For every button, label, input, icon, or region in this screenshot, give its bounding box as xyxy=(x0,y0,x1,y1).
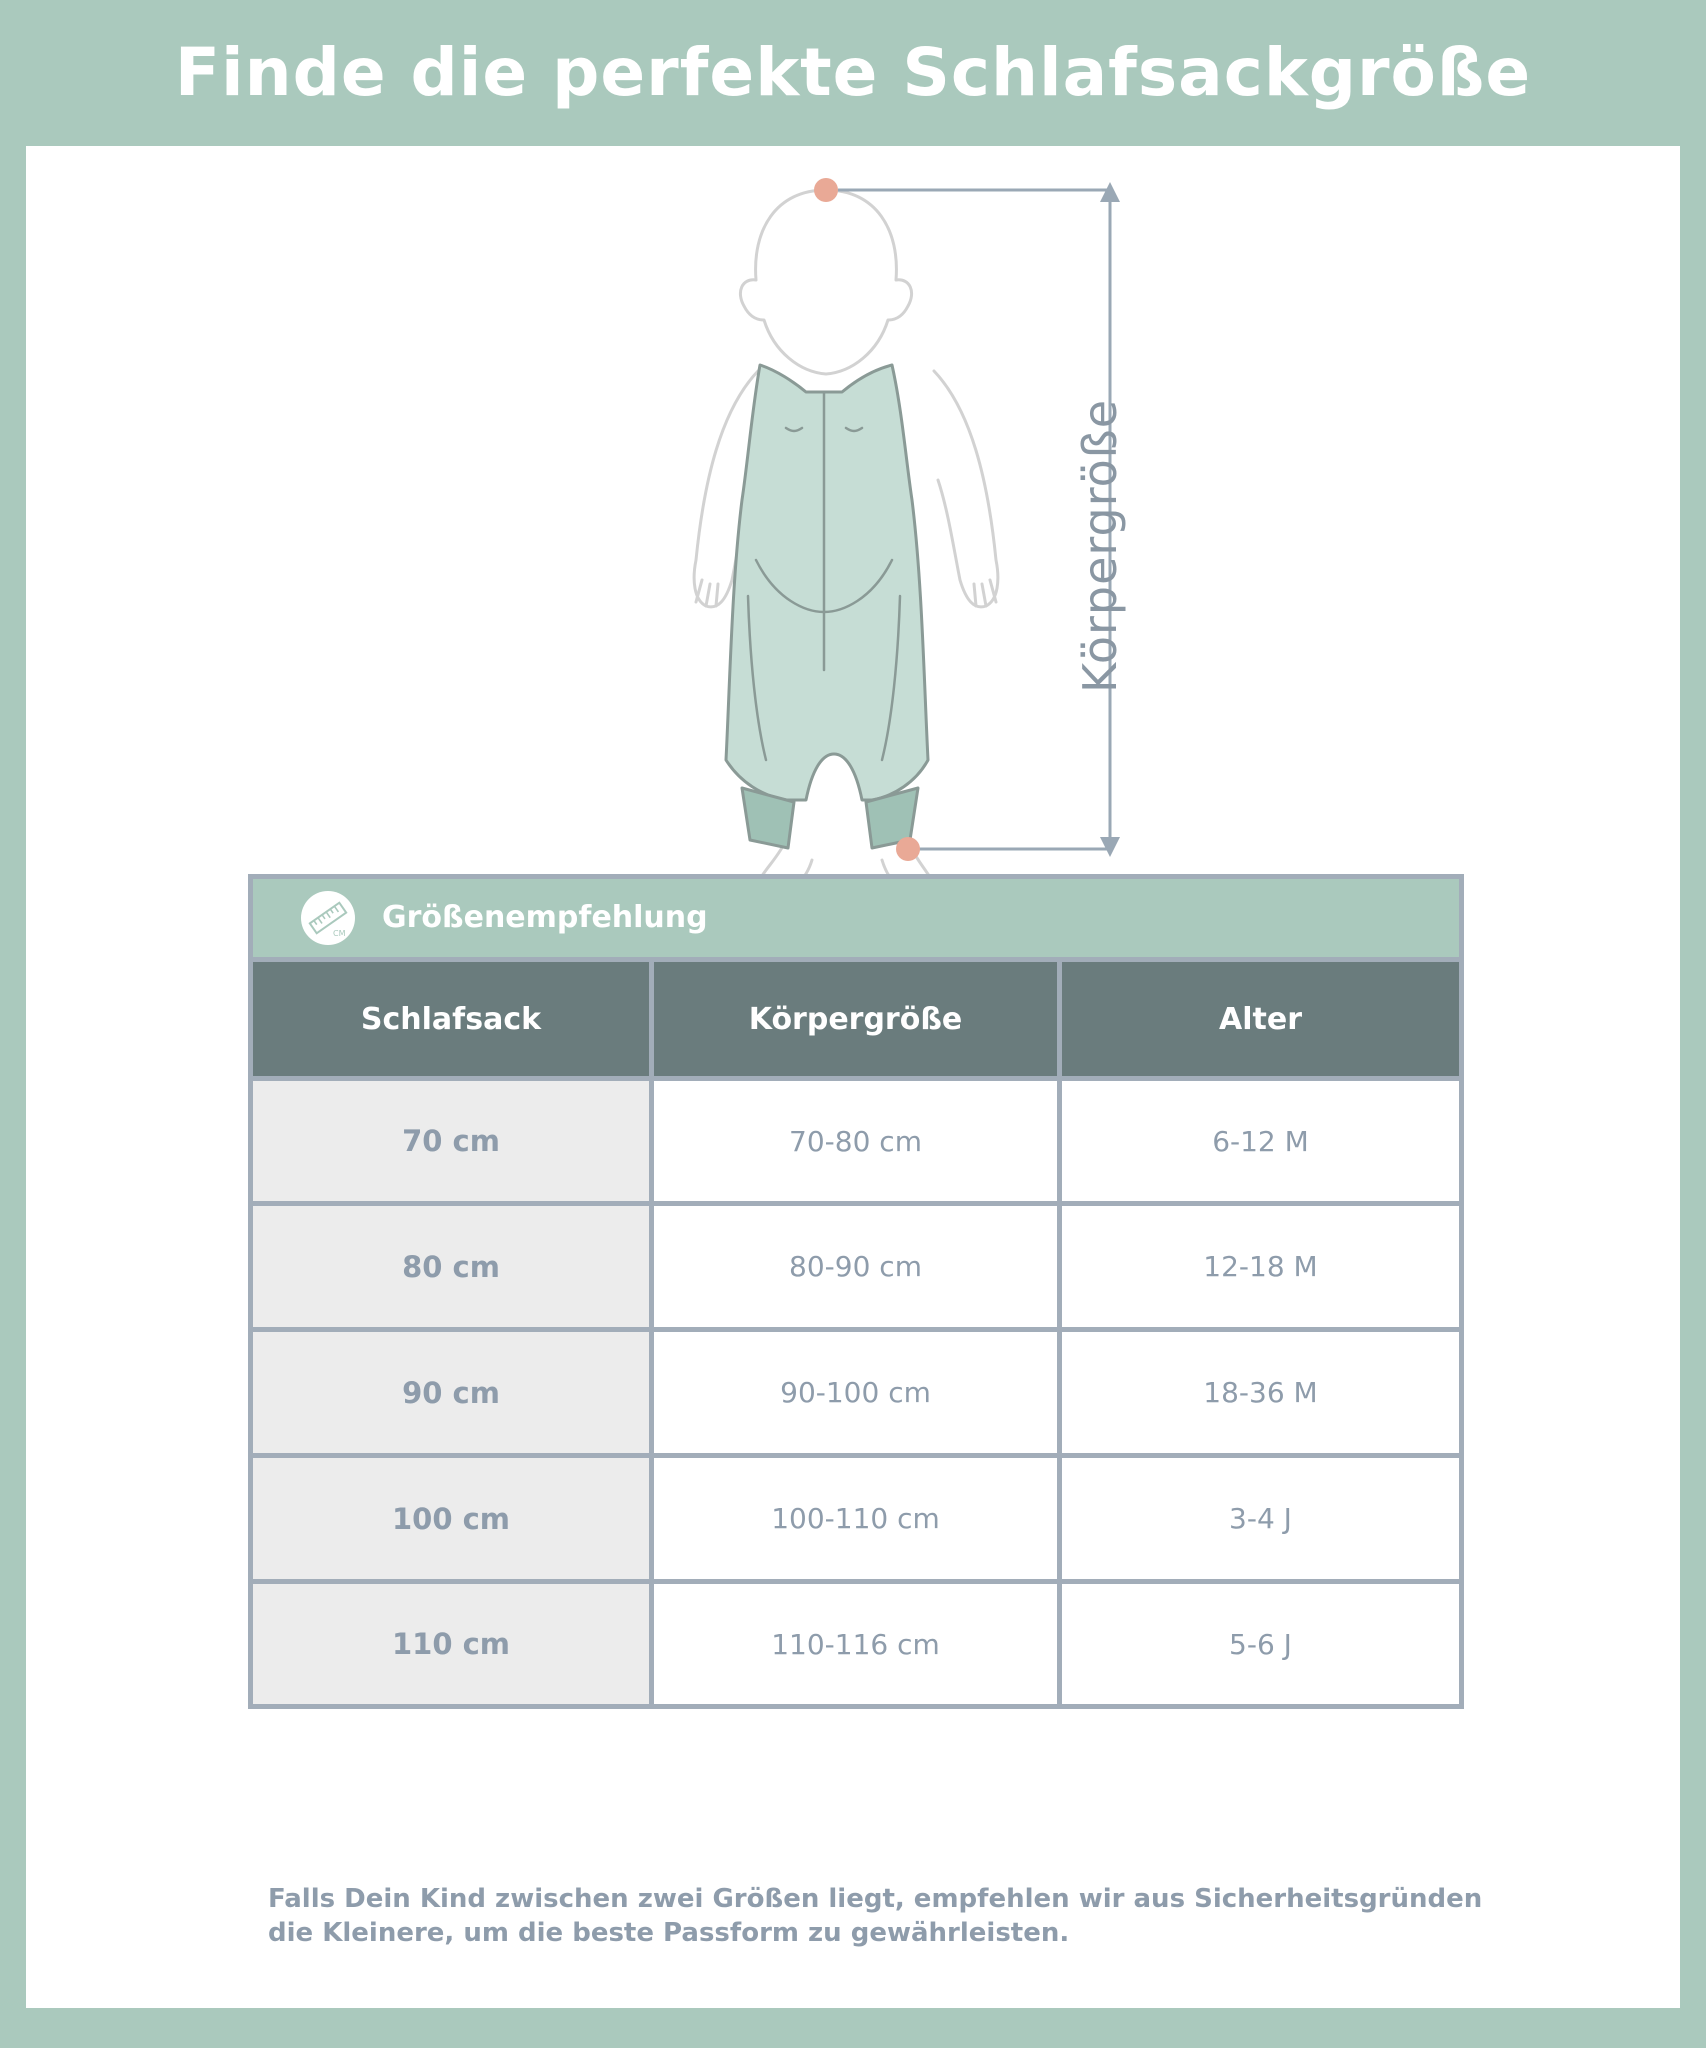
table-cell-height: 90-100 cm xyxy=(654,1332,1057,1453)
table-cell-size: 70 cm xyxy=(253,1081,649,1201)
table-cell-age: 5-6 J xyxy=(1062,1584,1459,1704)
table-cell-height: 70-80 cm xyxy=(654,1081,1057,1201)
size-table-header xyxy=(253,879,1459,957)
table-cell-height: 80-90 cm xyxy=(654,1206,1057,1327)
foot-marker xyxy=(896,837,920,861)
table-cell-age: 12-18 M xyxy=(1062,1206,1459,1327)
table-cell-height: 110-116 cm xyxy=(654,1584,1057,1704)
column-header-schlafsack: Schlafsack xyxy=(253,962,649,1076)
safety-note-line-1: Falls Dein Kind zwischen zwei Größen liegt, empfehlen wir aus Sicherheitsgründen xyxy=(268,1884,1483,1914)
table-cell-age: 6-12 M xyxy=(1062,1081,1459,1201)
safety-note-line-2: die Kleinere, um die beste Passform zu gewährleisten. xyxy=(268,1918,1070,1948)
size-table-title: Größenempfehlung xyxy=(382,900,708,935)
column-header-alter: Alter xyxy=(1062,962,1459,1076)
table-cell-age: 18-36 M xyxy=(1062,1332,1459,1453)
head-marker xyxy=(814,178,838,202)
content-panel xyxy=(26,146,1680,2008)
height-measure-label: Körpergröße xyxy=(1073,398,1127,694)
table-cell-size: 90 cm xyxy=(253,1332,649,1453)
safety-note xyxy=(268,1882,1528,1950)
table-cell-size: 110 cm xyxy=(253,1584,649,1704)
measuring-tape-icon xyxy=(301,891,355,945)
table-cell-size: 80 cm xyxy=(253,1206,649,1327)
table-cell-age: 3-4 J xyxy=(1062,1458,1459,1579)
size-table xyxy=(248,874,1464,1709)
column-header-koerpergroesse: Körpergröße xyxy=(654,962,1057,1076)
page-title: Finde die perfekte Schlafsackgröße xyxy=(174,34,1532,111)
table-cell-size: 100 cm xyxy=(253,1458,649,1579)
measuring-tape-icon-text: CM xyxy=(333,929,346,938)
table-cell-height: 100-110 cm xyxy=(654,1458,1057,1579)
